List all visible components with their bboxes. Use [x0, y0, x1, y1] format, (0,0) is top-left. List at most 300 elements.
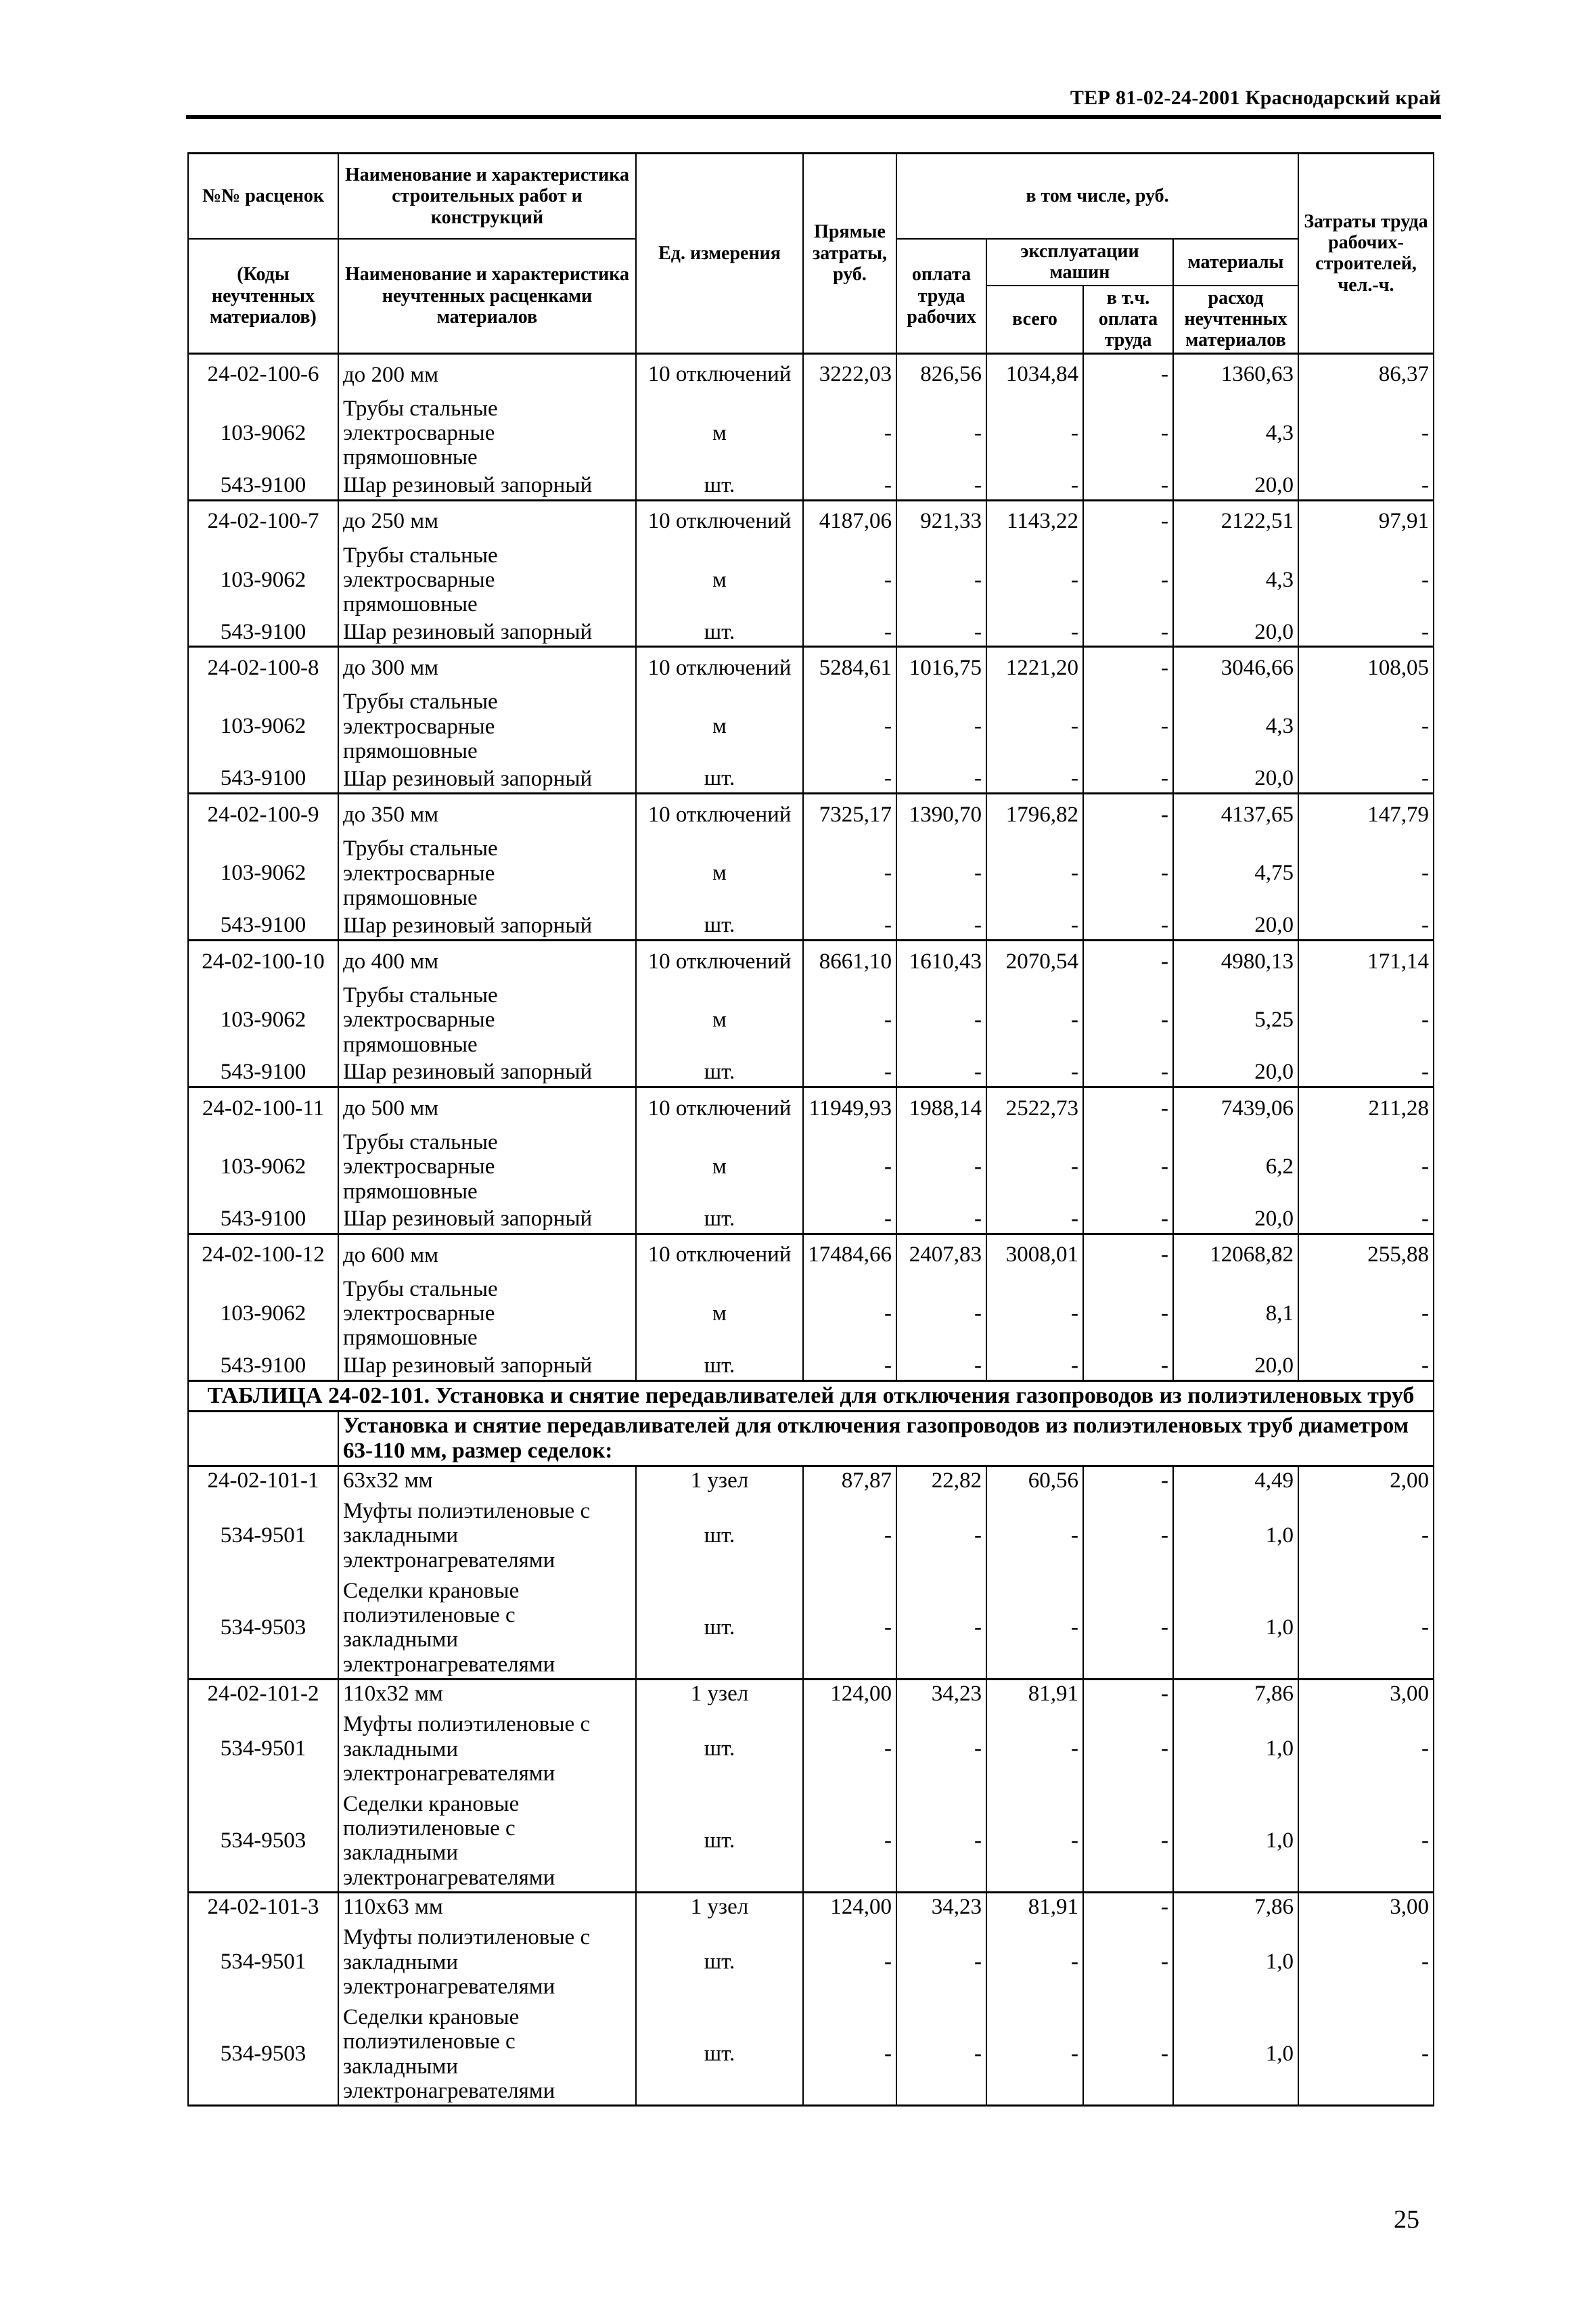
cell-labor: -	[1298, 472, 1434, 500]
table-row-material	[188, 765, 1434, 793]
cell-direct: -	[803, 1577, 896, 1680]
cell-mach: 1143,22	[986, 500, 1083, 542]
cell-name: Трубы стальные электросварные прямошовные	[338, 395, 636, 472]
cell-mach: -	[986, 1577, 1083, 1680]
cell-unit: шт.	[636, 911, 803, 940]
cell-direct: 87,87	[803, 1466, 896, 1494]
cell-direct: -	[803, 1921, 896, 2004]
cell-code: 534-9503	[188, 1791, 338, 1893]
cell-unit: шт.	[636, 472, 803, 500]
col-direct: Прямые затраты, руб.	[803, 154, 896, 354]
cell-name: 110х63 мм	[338, 1892, 636, 1920]
table-row-material	[188, 911, 1434, 940]
cell-name: до 500 мм	[338, 1087, 636, 1129]
cell-mach: -	[986, 395, 1083, 472]
cell-direct: 4187,06	[803, 500, 896, 542]
cell-direct: -	[803, 1276, 896, 1352]
cell-unit: 10 отключений	[636, 353, 803, 395]
cell-labor: -	[1298, 1129, 1434, 1205]
cell-mat: 1,0	[1173, 1708, 1298, 1791]
cell-name: до 300 мм	[338, 647, 636, 689]
cell-mach_wage: -	[1083, 395, 1173, 472]
cell-mach: -	[986, 618, 1083, 647]
cell-direct: -	[803, 688, 896, 765]
cell-code: 543-9100	[188, 1058, 338, 1087]
table-row-rate	[188, 1087, 1434, 1129]
table-body-b	[188, 1466, 1434, 2105]
cell-wage: 1390,70	[896, 794, 986, 836]
cell-code: 534-9503	[188, 2004, 338, 2106]
cell-name: Шар резиновый запорный	[338, 618, 636, 647]
cell-mat: 20,0	[1173, 1205, 1298, 1234]
cell-mach_wage: -	[1083, 911, 1173, 940]
cell-name: до 350 мм	[338, 794, 636, 836]
cell-mach_wage: -	[1083, 1129, 1173, 1205]
cell-code: 103-9062	[188, 1276, 338, 1352]
cell-mach_wage: -	[1083, 1921, 1173, 2004]
cell-code: 534-9501	[188, 1708, 338, 1791]
cell-unit: шт.	[636, 765, 803, 793]
cell-labor: -	[1298, 1708, 1434, 1791]
cell-mat: 7,86	[1173, 1892, 1298, 1920]
cell-mach: 81,91	[986, 1892, 1083, 1920]
table-row-material	[188, 835, 1434, 911]
cell-mach: -	[986, 1708, 1083, 1791]
cell-labor: -	[1298, 1577, 1434, 1680]
cell-code: 103-9062	[188, 1129, 338, 1205]
cell-direct: -	[803, 542, 896, 618]
cell-code: 24-02-101-3	[188, 1892, 338, 1920]
col-unit: Ед. измерения	[636, 154, 803, 354]
cell-labor: 108,05	[1298, 647, 1434, 689]
cell-mat: 2122,51	[1173, 500, 1298, 542]
cell-direct: 3222,03	[803, 353, 896, 395]
cell-mach: -	[986, 1129, 1083, 1205]
col-mach-wage: в т.ч. оплата труда	[1083, 286, 1173, 354]
cell-labor: -	[1298, 618, 1434, 647]
col-machines: эксплуатации машин	[986, 239, 1173, 286]
table-header	[188, 154, 1434, 354]
cell-unit: шт.	[636, 1058, 803, 1087]
table-101-subtitle: Установка и снятие передавливателей для отключения газопроводов из полиэтиленовых труб диаметром 63-110 мм, размер седелок:	[338, 1411, 1434, 1466]
cell-labor: 86,37	[1298, 353, 1434, 395]
cell-direct: -	[803, 1708, 896, 1791]
cell-mat: 1,0	[1173, 1791, 1298, 1893]
cell-mat: 20,0	[1173, 911, 1298, 940]
table-row-rate	[188, 1466, 1434, 1494]
cell-mat: 4,75	[1173, 835, 1298, 911]
cell-mach: -	[986, 1205, 1083, 1234]
cell-mach_wage: -	[1083, 1679, 1173, 1707]
cell-mach: 81,91	[986, 1679, 1083, 1707]
cell-wage: -	[896, 1276, 986, 1352]
cell-code: 24-02-100-9	[188, 794, 338, 836]
cell-direct: 124,00	[803, 1679, 896, 1707]
cell-wage: 22,82	[896, 1466, 986, 1494]
cell-unit: м	[636, 395, 803, 472]
cell-wage: -	[896, 618, 986, 647]
cell-wage: -	[896, 542, 986, 618]
cell-code: 103-9062	[188, 982, 338, 1058]
cell-mat: 4137,65	[1173, 794, 1298, 836]
cell-mach: -	[986, 911, 1083, 940]
cell-mach_wage: -	[1083, 542, 1173, 618]
cell-mach: -	[986, 472, 1083, 500]
cell-mach_wage: -	[1083, 982, 1173, 1058]
cell-labor: -	[1298, 1791, 1434, 1893]
col-materials-use: расход неучтенных материалов	[1173, 286, 1298, 354]
table-body-a	[188, 353, 1434, 1380]
cell-unit: 10 отключений	[636, 1087, 803, 1129]
cell-wage: -	[896, 1129, 986, 1205]
subhead-spacer	[188, 1411, 338, 1466]
cell-direct: -	[803, 982, 896, 1058]
cell-mach_wage: -	[1083, 618, 1173, 647]
cell-wage: -	[896, 1791, 986, 1893]
cell-mach_wage: -	[1083, 1791, 1173, 1893]
cell-mach_wage: -	[1083, 1466, 1173, 1494]
cell-labor: -	[1298, 2004, 1434, 2106]
cell-unit: 10 отключений	[636, 794, 803, 836]
cell-code: 543-9100	[188, 765, 338, 793]
cell-mat: 5,25	[1173, 982, 1298, 1058]
cell-mat: 7439,06	[1173, 1087, 1298, 1129]
cell-mach: 2070,54	[986, 941, 1083, 983]
cell-unit: 10 отключений	[636, 647, 803, 689]
cell-name: Шар резиновый запорный	[338, 472, 636, 500]
cell-name: 110х32 мм	[338, 1679, 636, 1707]
cell-labor: -	[1298, 982, 1434, 1058]
col-name-bottom: Наименование и характеристика неучтенных расценками материалов	[338, 239, 636, 353]
cell-mat: 1,0	[1173, 2004, 1298, 2106]
cell-wage: -	[896, 765, 986, 793]
cell-mach: 1796,82	[986, 794, 1083, 836]
cell-wage: -	[896, 472, 986, 500]
cell-unit: шт.	[636, 1921, 803, 2004]
cell-labor: -	[1298, 1352, 1434, 1380]
cell-direct: -	[803, 765, 896, 793]
cell-mat: 4,3	[1173, 395, 1298, 472]
cell-code: 543-9100	[188, 472, 338, 500]
cell-mat: 20,0	[1173, 1058, 1298, 1087]
table-row-material	[188, 1577, 1434, 1680]
col-wage: оплата труда рабочих	[896, 239, 986, 353]
table-row-rate	[188, 1892, 1434, 1920]
table-row-material	[188, 1791, 1434, 1893]
cell-direct: -	[803, 1352, 896, 1380]
table-row-material	[188, 1708, 1434, 1791]
cell-labor: 3,00	[1298, 1679, 1434, 1707]
table-101-title: ТАБЛИЦА 24-02-101. Установка и снятие передавливателей для отключения газопроводов из полиэтиленовых труб	[188, 1380, 1434, 1411]
table-row-rate	[188, 353, 1434, 395]
cell-code: 534-9503	[188, 1577, 338, 1680]
cell-code: 24-02-100-12	[188, 1234, 338, 1276]
cell-mach: -	[986, 1276, 1083, 1352]
cell-name: Трубы стальные электросварные прямошовные	[338, 542, 636, 618]
cell-mat: 20,0	[1173, 472, 1298, 500]
cell-mach: -	[986, 688, 1083, 765]
cell-unit: 10 отключений	[636, 1234, 803, 1276]
cell-direct: 7325,17	[803, 794, 896, 836]
cell-wage: -	[896, 1495, 986, 1577]
cell-mach_wage: -	[1083, 1352, 1173, 1380]
cell-unit: 1 узел	[636, 1892, 803, 1920]
cell-name: Шар резиновый запорный	[338, 1205, 636, 1234]
cell-wage: -	[896, 1577, 986, 1680]
cell-wage: 826,56	[896, 353, 986, 395]
cell-mach_wage: -	[1083, 1234, 1173, 1276]
cell-mach: -	[986, 1495, 1083, 1577]
table-row-material	[188, 1205, 1434, 1234]
cell-name: Шар резиновый запорный	[338, 765, 636, 793]
cell-direct: -	[803, 2004, 896, 2106]
cell-labor: 255,88	[1298, 1234, 1434, 1276]
cell-mach_wage: -	[1083, 1495, 1173, 1577]
cell-name: Муфты полиэтиленовые с закладными электронагревателями	[338, 1495, 636, 1577]
cell-labor: 3,00	[1298, 1892, 1434, 1920]
header-rule	[186, 115, 1441, 119]
cell-code: 534-9501	[188, 1921, 338, 2004]
cell-mat: 4,3	[1173, 542, 1298, 618]
cell-mach: -	[986, 1058, 1083, 1087]
cell-direct: 124,00	[803, 1892, 896, 1920]
cell-wage: 1988,14	[896, 1087, 986, 1129]
cell-wage: 921,33	[896, 500, 986, 542]
cell-name: Трубы стальные электросварные прямошовные	[338, 835, 636, 911]
cell-name: до 600 мм	[338, 1234, 636, 1276]
cell-mach_wage: -	[1083, 1058, 1173, 1087]
col-mach-total: всего	[986, 286, 1083, 354]
cell-mach_wage: -	[1083, 1205, 1173, 1234]
cell-mach: -	[986, 1791, 1083, 1893]
cell-name: Седелки крановые полиэтиленовые с закладными электронагревателями	[338, 2004, 636, 2106]
cell-name: Шар резиновый запорный	[338, 911, 636, 940]
cell-name: Трубы стальные электросварные прямошовные	[338, 1129, 636, 1205]
cell-mach_wage: -	[1083, 1087, 1173, 1129]
table-row-material	[188, 688, 1434, 765]
table-row-material	[188, 1495, 1434, 1577]
table-row-rate	[188, 500, 1434, 542]
cell-code: 103-9062	[188, 835, 338, 911]
col-code-bottom: (Коды неучтенных материалов)	[188, 239, 338, 353]
table-row-material	[188, 618, 1434, 647]
cell-name: Трубы стальные электросварные прямошовные	[338, 982, 636, 1058]
table-row-material	[188, 1058, 1434, 1087]
cell-code: 103-9062	[188, 688, 338, 765]
cell-direct: -	[803, 1495, 896, 1577]
cell-labor: 97,91	[1298, 500, 1434, 542]
table-row-rate	[188, 1679, 1434, 1707]
cell-name: Трубы стальные электросварные прямошовные	[338, 1276, 636, 1352]
table-row-material	[188, 1276, 1434, 1352]
cell-labor: -	[1298, 1921, 1434, 2004]
col-materials: материалы	[1173, 239, 1298, 286]
cell-unit: шт.	[636, 1577, 803, 1680]
cell-wage: -	[896, 835, 986, 911]
cell-labor: 171,14	[1298, 941, 1434, 983]
cell-name: Трубы стальные электросварные прямошовные	[338, 688, 636, 765]
cell-mach: -	[986, 2004, 1083, 2106]
cell-unit: шт.	[636, 1791, 803, 1893]
cell-labor: -	[1298, 1495, 1434, 1577]
cell-code: 24-02-100-7	[188, 500, 338, 542]
cell-wage: -	[896, 688, 986, 765]
cell-wage: -	[896, 1921, 986, 2004]
col-labor: Затраты труда рабочих-строителей, чел.-ч.	[1298, 154, 1434, 354]
cell-unit: шт.	[636, 618, 803, 647]
table-row-material	[188, 2004, 1434, 2106]
cell-mat: 3046,66	[1173, 647, 1298, 689]
cell-wage: -	[896, 395, 986, 472]
cell-name: Седелки крановые полиэтиленовые с закладными электронагревателями	[338, 1791, 636, 1893]
table-row-material	[188, 982, 1434, 1058]
cell-unit: 10 отключений	[636, 500, 803, 542]
col-name-top: Наименование и характеристика строительных работ и конструкций	[338, 154, 636, 240]
col-code-top: №№ расценок	[188, 154, 338, 240]
cell-unit: 1 узел	[636, 1679, 803, 1707]
cell-mach_wage: -	[1083, 500, 1173, 542]
cell-wage: -	[896, 982, 986, 1058]
cell-direct: -	[803, 835, 896, 911]
cell-wage: 1610,43	[896, 941, 986, 983]
cell-unit: м	[636, 542, 803, 618]
cell-labor: -	[1298, 835, 1434, 911]
cell-mach: -	[986, 1921, 1083, 2004]
cell-mach: -	[986, 1352, 1083, 1380]
cell-mach_wage: -	[1083, 765, 1173, 793]
cell-mach: 1221,20	[986, 647, 1083, 689]
cell-wage: 34,23	[896, 1679, 986, 1707]
table-row-rate	[188, 794, 1434, 836]
cell-unit: шт.	[636, 1708, 803, 1791]
cell-unit: м	[636, 982, 803, 1058]
cell-mach_wage: -	[1083, 941, 1173, 983]
cell-name: Муфты полиэтиленовые с закладными электронагревателями	[338, 1708, 636, 1791]
cell-mach: -	[986, 542, 1083, 618]
cell-unit: 10 отключений	[636, 941, 803, 983]
cell-unit: шт.	[636, 1495, 803, 1577]
cell-mach: 1034,84	[986, 353, 1083, 395]
cell-mach_wage: -	[1083, 353, 1173, 395]
cell-labor: -	[1298, 542, 1434, 618]
cell-direct: -	[803, 1058, 896, 1087]
cell-unit: шт.	[636, 1352, 803, 1380]
cell-unit: шт.	[636, 1205, 803, 1234]
cell-mach: -	[986, 835, 1083, 911]
cell-mat: 6,2	[1173, 1129, 1298, 1205]
page-header-title: ТЕР 81-02-24-2001 Краснодарский край	[1070, 87, 1441, 109]
cell-labor: -	[1298, 1058, 1434, 1087]
cell-mat: 1,0	[1173, 1577, 1298, 1680]
cell-mat: 4,3	[1173, 688, 1298, 765]
page-number: 25	[1394, 2205, 1419, 2234]
cell-wage: 1016,75	[896, 647, 986, 689]
cell-direct: -	[803, 472, 896, 500]
cell-mat: 1360,63	[1173, 353, 1298, 395]
cell-labor: -	[1298, 765, 1434, 793]
cell-code: 103-9062	[188, 395, 338, 472]
cell-mach_wage: -	[1083, 1577, 1173, 1680]
table-row-material	[188, 472, 1434, 500]
cell-code: 103-9062	[188, 542, 338, 618]
cell-code: 24-02-100-8	[188, 647, 338, 689]
table-row-material	[188, 1129, 1434, 1205]
cell-labor: -	[1298, 688, 1434, 765]
cell-direct: 11949,93	[803, 1087, 896, 1129]
cell-unit: м	[636, 835, 803, 911]
cell-mach_wage: -	[1083, 647, 1173, 689]
cell-mat: 7,86	[1173, 1679, 1298, 1707]
cell-wage: -	[896, 911, 986, 940]
table-101-heading	[188, 1380, 1434, 1466]
cell-code: 24-02-100-11	[188, 1087, 338, 1129]
table-row-rate	[188, 647, 1434, 689]
cell-mat: 4,49	[1173, 1466, 1298, 1494]
cell-mach_wage: -	[1083, 1892, 1173, 1920]
cell-mach: 3008,01	[986, 1234, 1083, 1276]
cell-wage: 34,23	[896, 1892, 986, 1920]
cell-code: 24-02-101-2	[188, 1679, 338, 1707]
cell-name: до 200 мм	[338, 353, 636, 395]
table-row-rate	[188, 1234, 1434, 1276]
cell-wage: -	[896, 1352, 986, 1380]
cell-mach: -	[986, 765, 1083, 793]
cell-mat: 1,0	[1173, 1495, 1298, 1577]
cell-labor: -	[1298, 911, 1434, 940]
cell-mach_wage: -	[1083, 472, 1173, 500]
cell-direct: -	[803, 1129, 896, 1205]
cell-mach: -	[986, 982, 1083, 1058]
cell-mach_wage: -	[1083, 2004, 1173, 2106]
cell-wage: -	[896, 1708, 986, 1791]
cell-direct: -	[803, 395, 896, 472]
cell-name: до 400 мм	[338, 941, 636, 983]
cell-name: до 250 мм	[338, 500, 636, 542]
cell-mat: 12068,82	[1173, 1234, 1298, 1276]
cell-code: 543-9100	[188, 618, 338, 647]
col-incl: в том числе, руб.	[896, 154, 1298, 240]
cell-wage: -	[896, 1058, 986, 1087]
cell-mat: 4980,13	[1173, 941, 1298, 983]
cell-code: 24-02-100-6	[188, 353, 338, 395]
cell-direct: 8661,10	[803, 941, 896, 983]
cell-unit: м	[636, 1129, 803, 1205]
cell-wage: -	[896, 1205, 986, 1234]
cell-unit: м	[636, 688, 803, 765]
cell-mat: 20,0	[1173, 1352, 1298, 1380]
cell-mach_wage: -	[1083, 688, 1173, 765]
cell-direct: -	[803, 1205, 896, 1234]
cell-code: 24-02-100-10	[188, 941, 338, 983]
cell-labor: -	[1298, 395, 1434, 472]
cell-direct: 5284,61	[803, 647, 896, 689]
cell-name: Седелки крановые полиэтиленовые с закладными электронагревателями	[338, 1577, 636, 1680]
cell-labor: 147,79	[1298, 794, 1434, 836]
cell-code: 24-02-101-1	[188, 1466, 338, 1494]
price-table	[187, 152, 1434, 2107]
cell-direct: -	[803, 618, 896, 647]
cell-labor: 211,28	[1298, 1087, 1434, 1129]
table-row-material	[188, 1352, 1434, 1380]
cell-name: Шар резиновый запорный	[338, 1058, 636, 1087]
cell-mat: 20,0	[1173, 618, 1298, 647]
cell-mat: 20,0	[1173, 765, 1298, 793]
table-row-material	[188, 395, 1434, 472]
cell-mach_wage: -	[1083, 1276, 1173, 1352]
cell-mach_wage: -	[1083, 794, 1173, 836]
cell-mach_wage: -	[1083, 1708, 1173, 1791]
cell-name: 63х32 мм	[338, 1466, 636, 1494]
